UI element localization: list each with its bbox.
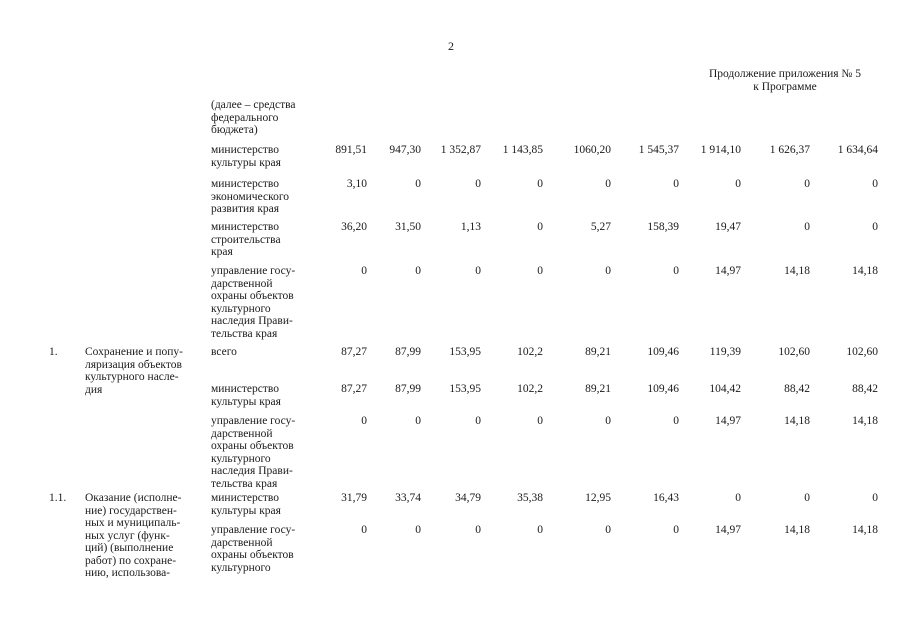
- table-cell: 0: [735, 178, 741, 190]
- table-cell: 0: [872, 492, 878, 504]
- table-cell: 0: [605, 524, 611, 536]
- row-label: [211, 265, 329, 340]
- table-cell: 1 545,37: [638, 144, 679, 156]
- table-cell: 34,79: [455, 492, 481, 504]
- row-label-line: министерство: [211, 144, 279, 156]
- row-label-line: наследия Прави-: [211, 465, 293, 477]
- row-label-line: бюджета): [211, 124, 258, 136]
- row-label-line: управление госу-: [211, 415, 296, 427]
- row-label-line: культуры края: [211, 156, 281, 169]
- table-cell: 14,18: [784, 415, 810, 427]
- row-index: 1.: [49, 346, 58, 358]
- table-cell: 109,46: [647, 383, 679, 395]
- table-cell: 153,95: [449, 346, 481, 358]
- table-cell: 35,38: [517, 492, 543, 504]
- table-cell: 88,42: [784, 383, 810, 395]
- row-label-line: министерство: [211, 492, 279, 504]
- table-cell: 19,47: [715, 221, 741, 233]
- table-cell: 102,60: [846, 346, 878, 358]
- table-cell: 87,99: [395, 346, 421, 358]
- row-name: [85, 492, 203, 580]
- table-cell: 16,43: [653, 492, 679, 504]
- table-cell: 104,42: [709, 383, 741, 395]
- row-label: [211, 492, 329, 517]
- page-number: 2: [448, 39, 454, 53]
- appendix-note: [680, 68, 890, 94]
- row-label-line: министерство: [211, 178, 279, 190]
- row-name-line: ляризация объектов: [85, 358, 182, 371]
- table-cell: 0: [537, 415, 543, 427]
- table-cell: 31,79: [341, 492, 367, 504]
- table-cell: 1060,20: [573, 144, 611, 156]
- table-cell: 153,95: [449, 383, 481, 395]
- table-cell: 0: [605, 178, 611, 190]
- table-cell: 0: [361, 265, 367, 277]
- table-cell: 14,97: [715, 415, 741, 427]
- table-cell: 14,18: [852, 265, 878, 277]
- table-cell: 1 626,37: [769, 144, 810, 156]
- row-name-line: ных и муниципаль-: [85, 517, 181, 529]
- table-cell: 14,18: [784, 524, 810, 536]
- row-label-line: управление госу-: [211, 265, 296, 277]
- row-label-line: федерального: [211, 111, 279, 124]
- row-label-line: наследия Прави-: [211, 315, 293, 327]
- table-cell: 89,21: [585, 346, 611, 358]
- row-label-line: всего: [211, 346, 237, 358]
- table-cell: 36,20: [341, 221, 367, 233]
- row-label-line: охраны объектов: [211, 440, 294, 452]
- row-name-line: ций) (выполнение: [85, 542, 174, 554]
- table-cell: 102,2: [517, 383, 543, 395]
- table-cell: 102,60: [778, 346, 810, 358]
- table-cell: 0: [537, 178, 543, 190]
- table-cell: 1 634,64: [837, 144, 878, 156]
- table-cell: 0: [673, 265, 679, 277]
- table-cell: 33,74: [395, 492, 421, 504]
- table-cell: 1 914,10: [700, 144, 741, 156]
- table-cell: 0: [605, 415, 611, 427]
- table-cell: 0: [475, 178, 481, 190]
- table-cell: 1 143,85: [502, 144, 543, 156]
- row-name-line: ние) государствен-: [85, 504, 177, 517]
- table-cell: 0: [415, 178, 421, 190]
- table-cell: 0: [605, 265, 611, 277]
- row-label-line: культурного: [211, 452, 271, 465]
- row-name-line: дия: [85, 383, 103, 396]
- table-cell: 0: [475, 415, 481, 427]
- table-cell: 947,30: [389, 144, 421, 156]
- table-cell: 0: [673, 178, 679, 190]
- row-label: [211, 144, 329, 169]
- table-cell: 0: [735, 492, 741, 504]
- row-label-line: культуры края: [211, 504, 281, 517]
- table-cell: 0: [361, 415, 367, 427]
- table-cell: 0: [872, 178, 878, 190]
- table-cell: 891,51: [335, 144, 367, 156]
- table-cell: 0: [361, 524, 367, 536]
- row-label-line: охраны объектов: [211, 549, 294, 561]
- row-label-line: края: [211, 246, 233, 258]
- row-label: [211, 178, 329, 216]
- row-label-line: охраны объектов: [211, 290, 294, 302]
- row-label-line: культурного: [211, 302, 271, 315]
- table-cell: 0: [415, 415, 421, 427]
- row-name-line: ных услуг (функ-: [85, 529, 170, 542]
- table-cell: 0: [673, 524, 679, 536]
- row-label-line: дарственной: [211, 536, 273, 549]
- table-cell: 14,18: [852, 524, 878, 536]
- table-cell: 89,21: [585, 383, 611, 395]
- row-label: [211, 99, 329, 137]
- row-label: [211, 415, 329, 490]
- table-cell: 3,10: [346, 178, 367, 190]
- row-label-line: культурного: [211, 561, 271, 574]
- table-cell: 1 352,87: [440, 144, 481, 156]
- table-cell: 0: [872, 221, 878, 233]
- appendix-note-line: к Программе: [753, 81, 817, 93]
- table-cell: 0: [415, 265, 421, 277]
- row-name-line: культурного насле-: [85, 371, 179, 383]
- table-cell: 0: [537, 524, 543, 536]
- table-cell: 0: [804, 492, 810, 504]
- table-cell: 0: [673, 415, 679, 427]
- row-name-line: Сохранение и попу-: [85, 346, 183, 358]
- row-name-line: нию, использова-: [85, 567, 171, 579]
- table-cell: 31,50: [395, 221, 421, 233]
- table-cell: 1,13: [460, 221, 481, 233]
- table-cell: 102,2: [517, 346, 543, 358]
- row-label: [211, 221, 329, 259]
- table-cell: 119,39: [709, 346, 741, 358]
- table-cell: 0: [475, 265, 481, 277]
- table-cell: 0: [415, 524, 421, 536]
- table-cell: 87,27: [341, 346, 367, 358]
- row-label-line: управление госу-: [211, 524, 296, 536]
- row-label-line: тельства края: [211, 477, 278, 490]
- table-cell: 14,97: [715, 524, 741, 536]
- table-cell: 14,97: [715, 265, 741, 277]
- row-index: 1.1.: [49, 492, 67, 504]
- row-label-line: строительства: [211, 233, 281, 246]
- table-cell: 0: [537, 221, 543, 233]
- table-cell: 158,39: [647, 221, 679, 233]
- table-cell: 14,18: [852, 415, 878, 427]
- table-cell: 5,27: [590, 221, 611, 233]
- row-label-line: культуры края: [211, 395, 281, 408]
- row-label: [211, 346, 329, 359]
- row-label-line: дарственной: [211, 277, 273, 290]
- row-label-line: развития края: [211, 203, 280, 215]
- table-cell: 109,46: [647, 346, 679, 358]
- table-cell: 88,42: [852, 383, 878, 395]
- table-cell: 12,95: [585, 492, 611, 504]
- table-cell: 0: [537, 265, 543, 277]
- table-cell: 0: [475, 524, 481, 536]
- row-label-line: министерство: [211, 383, 279, 395]
- table-cell: 0: [804, 221, 810, 233]
- row-name: [85, 346, 203, 396]
- row-label: [211, 383, 329, 408]
- row-label-line: (далее – средства: [211, 99, 296, 111]
- table-cell: 0: [804, 178, 810, 190]
- table-cell: 14,18: [784, 265, 810, 277]
- row-name-line: работ) по сохране-: [85, 554, 177, 567]
- appendix-note-line: Продолжение приложения № 5: [708, 68, 862, 80]
- row-label-line: тельства края: [211, 327, 278, 340]
- row-label-line: экономического: [211, 190, 290, 203]
- row-label-line: министерство: [211, 221, 279, 233]
- row-name-line: Оказание (исполне-: [85, 492, 182, 504]
- row-label-line: дарственной: [211, 427, 273, 440]
- table-cell: 87,99: [395, 383, 421, 395]
- table-cell: 87,27: [341, 383, 367, 395]
- row-label: [211, 524, 329, 574]
